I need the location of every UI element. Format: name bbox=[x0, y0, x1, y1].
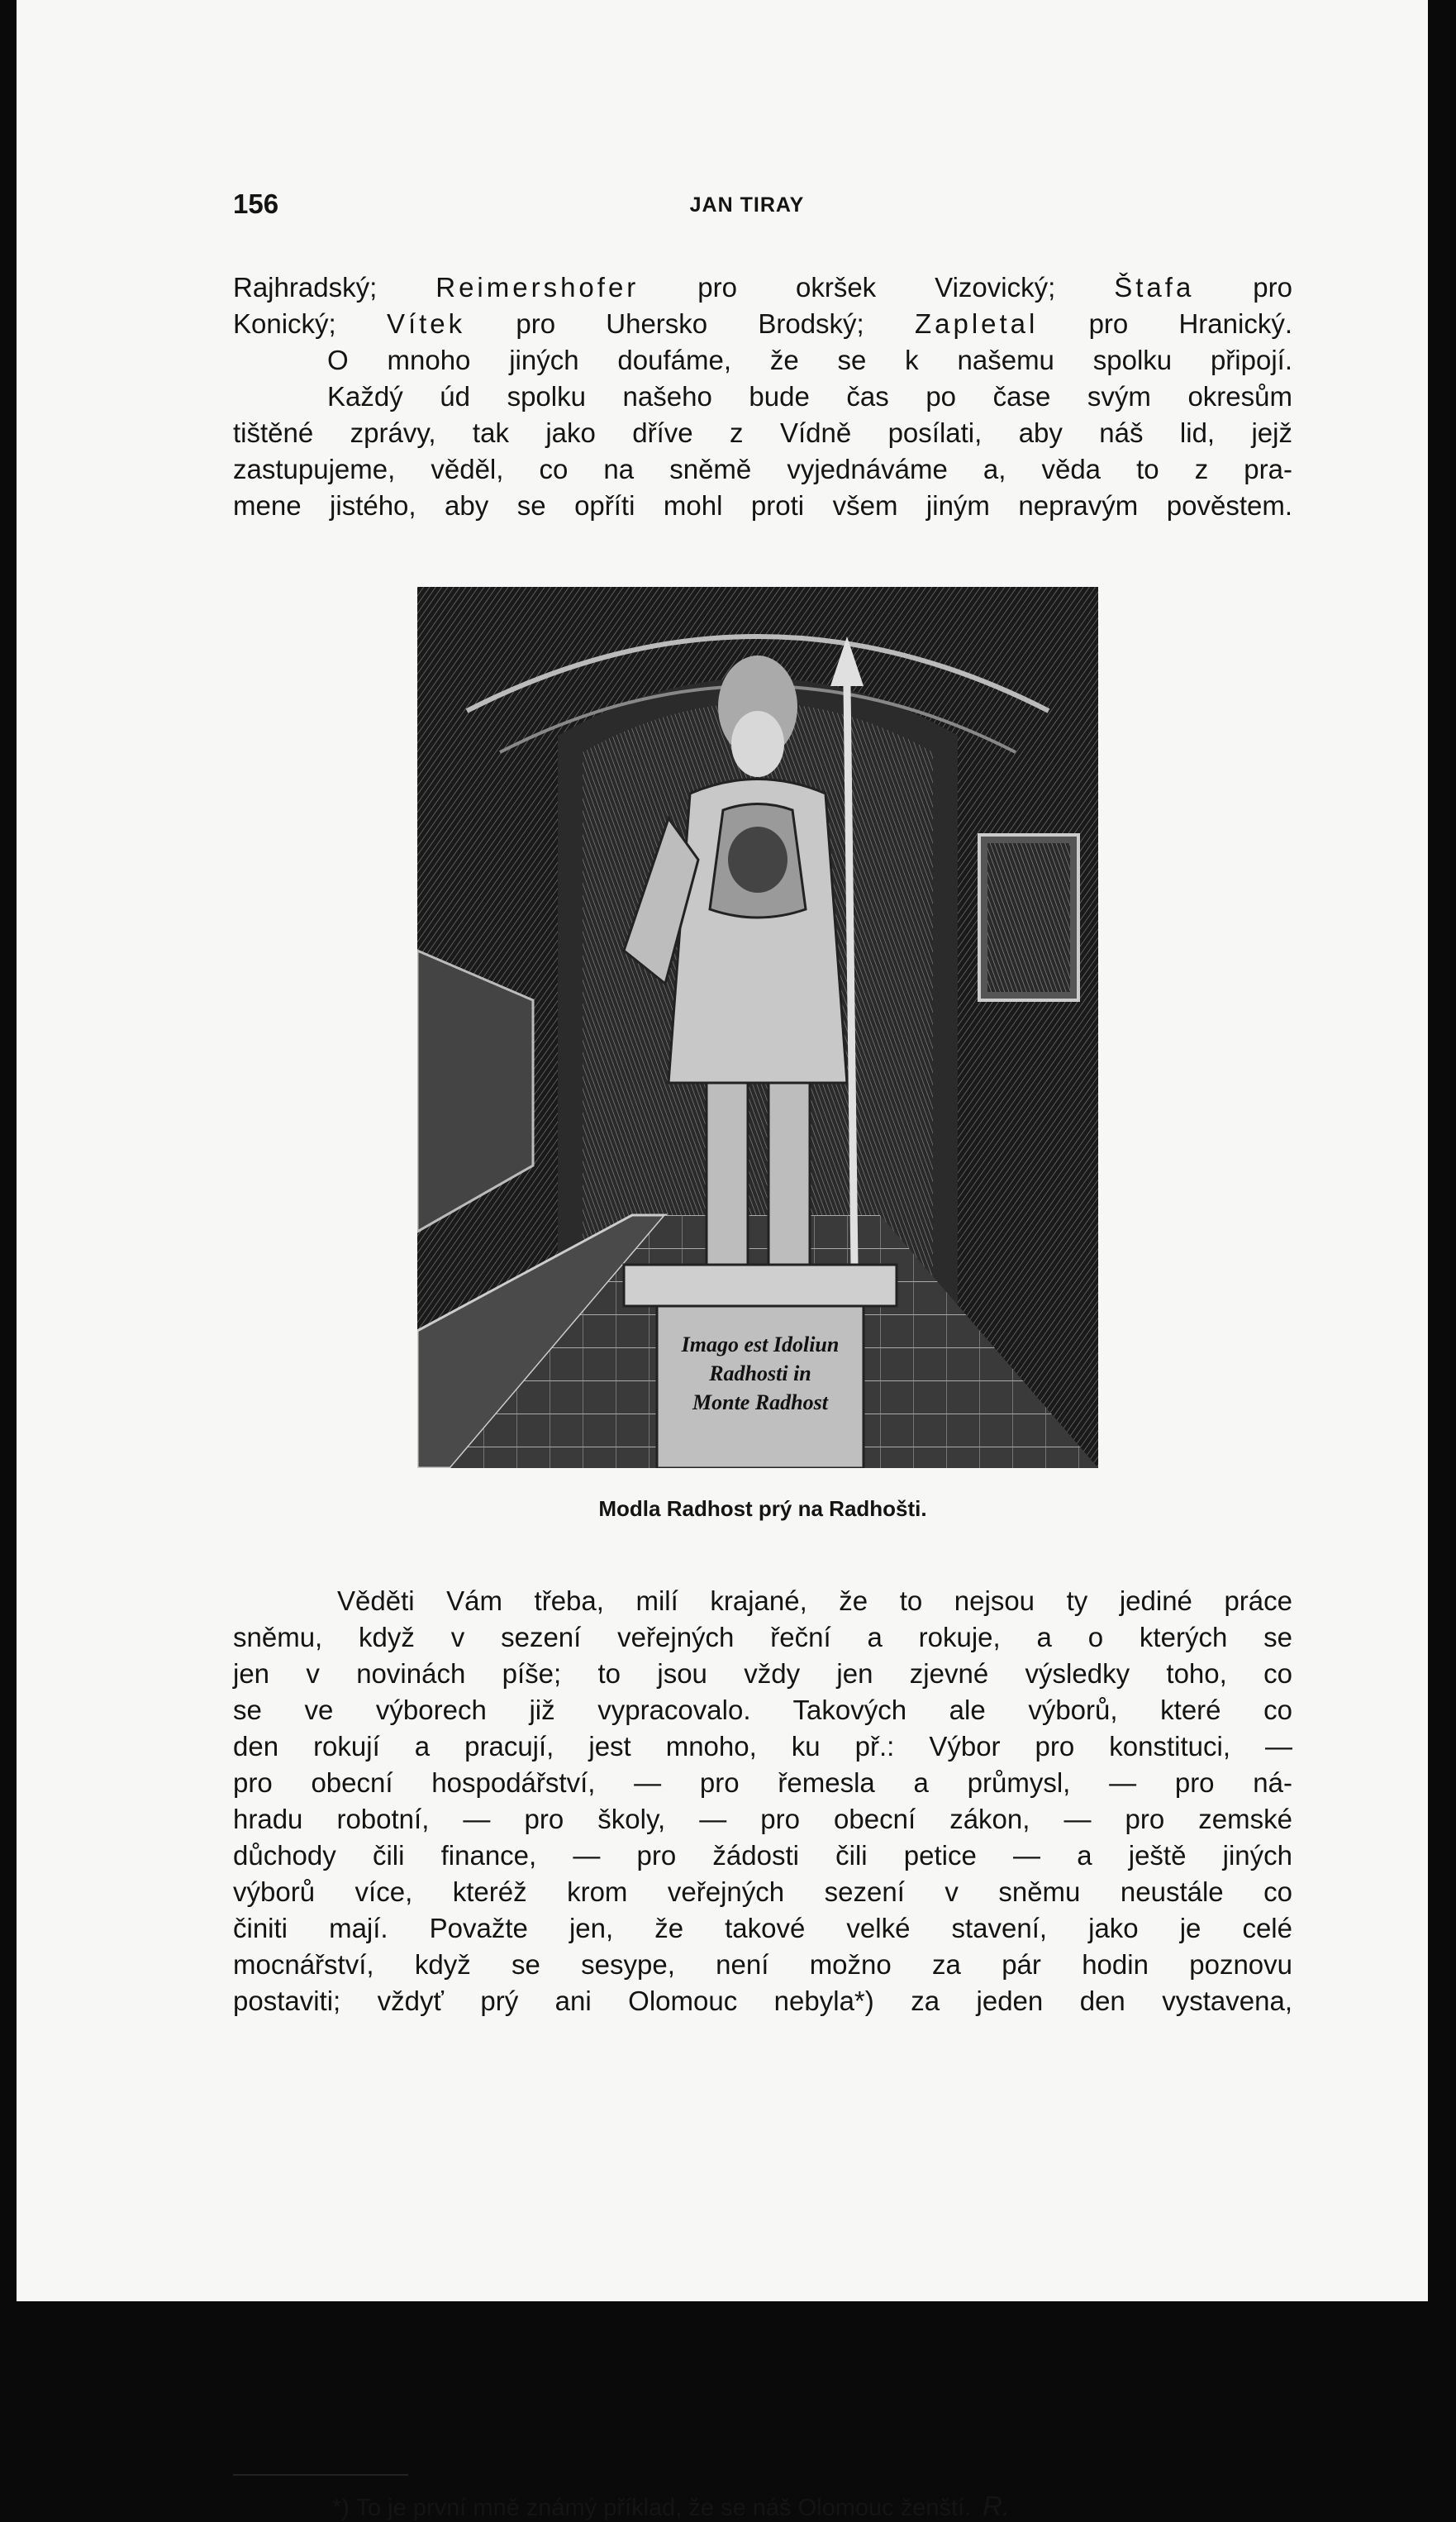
text-line: Každý úd spolku našeho bude čas po čase svým okresům bbox=[327, 381, 1292, 412]
text-line: výborů více, kteréž krom veřejných sezení v sněmu neustále co bbox=[233, 1876, 1292, 1907]
text-line: den rokují a pracují, jest mnoho, ku př.: Výbor pro konstituci, — bbox=[233, 1731, 1292, 1762]
text-line: zastupujeme, věděl, co na sněmě vyjednáváme a, věda to z pra- bbox=[233, 454, 1292, 484]
text-line: Rajhradský; Reimershofer pro okršek Vizovický; Štafa pro bbox=[233, 272, 1292, 303]
figure-caption: Modla Radhost prý na Radhošti. bbox=[598, 1496, 927, 1521]
pedestal-inscription: Imago est Idoliun bbox=[681, 1333, 840, 1356]
statue-leg bbox=[707, 1083, 748, 1273]
paragraph-1 bbox=[233, 269, 1292, 524]
pedestal-top bbox=[624, 1265, 897, 1306]
text-line: sněmu, když v sezení veřejných řeční a rokuje, a o kterých se bbox=[233, 1622, 1292, 1652]
pedestal-inscription: Radhosti in bbox=[709, 1361, 811, 1385]
text-line: Věděti Vám třeba, milí krajané, že to nejsou ty jediné práce bbox=[337, 1585, 1292, 1616]
text-line: pro obecní hospodářství, — pro řemesla a průmysl, — pro ná- bbox=[233, 1767, 1292, 1798]
text-line: se ve výborech již vypracovalo. Takových ale výborů, které co bbox=[233, 1695, 1292, 1725]
footnote-initial: R. bbox=[983, 2491, 1011, 2521]
running-head: JAN TIRAY bbox=[689, 193, 805, 217]
engraving-figure bbox=[417, 587, 1098, 1468]
page-number: 156 bbox=[233, 188, 279, 219]
text-line: důchody čili finance, — pro žádosti čili petice — a ještě jiných bbox=[233, 1840, 1292, 1871]
text-line: tištěné zprávy, tak jako dříve z Vídně posílati, aby náš lid, jejž bbox=[233, 417, 1292, 448]
text-line: Konický; Vítek pro Uhersko Brodský; Zapletal pro Hranický. bbox=[233, 308, 1293, 339]
wall-painting-image bbox=[987, 843, 1070, 992]
text-line: mocnářství, když se sesype, není možno za pár hodin poznovu bbox=[233, 1949, 1292, 1980]
text-line: hradu robotní, — pro školy, — pro obecní zákon, — pro zemské bbox=[233, 1804, 1292, 1834]
text-line: O mnoho jiných doufáme, že se k našemu spolku připojí. bbox=[327, 345, 1292, 375]
statue-head bbox=[731, 711, 784, 777]
book-page bbox=[17, 0, 1428, 2521]
footnote bbox=[233, 2491, 1292, 2522]
bull-head-emblem bbox=[728, 827, 787, 893]
pedestal-inscription: Monte Radhost bbox=[692, 1390, 828, 1414]
text-line: mene jistého, aby se opříti mohl proti všem jiným nepravým pověstem. bbox=[233, 490, 1292, 521]
text-line: činiti mají. Považte jen, že takové velké stavení, jako je celé bbox=[233, 1913, 1292, 1943]
footnote-text: *) To je první mně známý příklad, že se náš Olomouc ženští. bbox=[332, 2495, 972, 2521]
text-line: jen v novinách píše; to jsou vždy jen zjevné výsledky toho, co bbox=[233, 1658, 1292, 1689]
footnote-rule bbox=[233, 2474, 408, 2476]
statue-leg bbox=[768, 1083, 810, 1273]
text-line: postaviti; vždyť prý ani Olomouc nebyla*) za jeden den vystavena, bbox=[233, 1986, 1292, 2016]
paragraph-2 bbox=[233, 1583, 1292, 2019]
pedestal bbox=[657, 1306, 864, 1468]
page-header bbox=[233, 188, 1261, 225]
